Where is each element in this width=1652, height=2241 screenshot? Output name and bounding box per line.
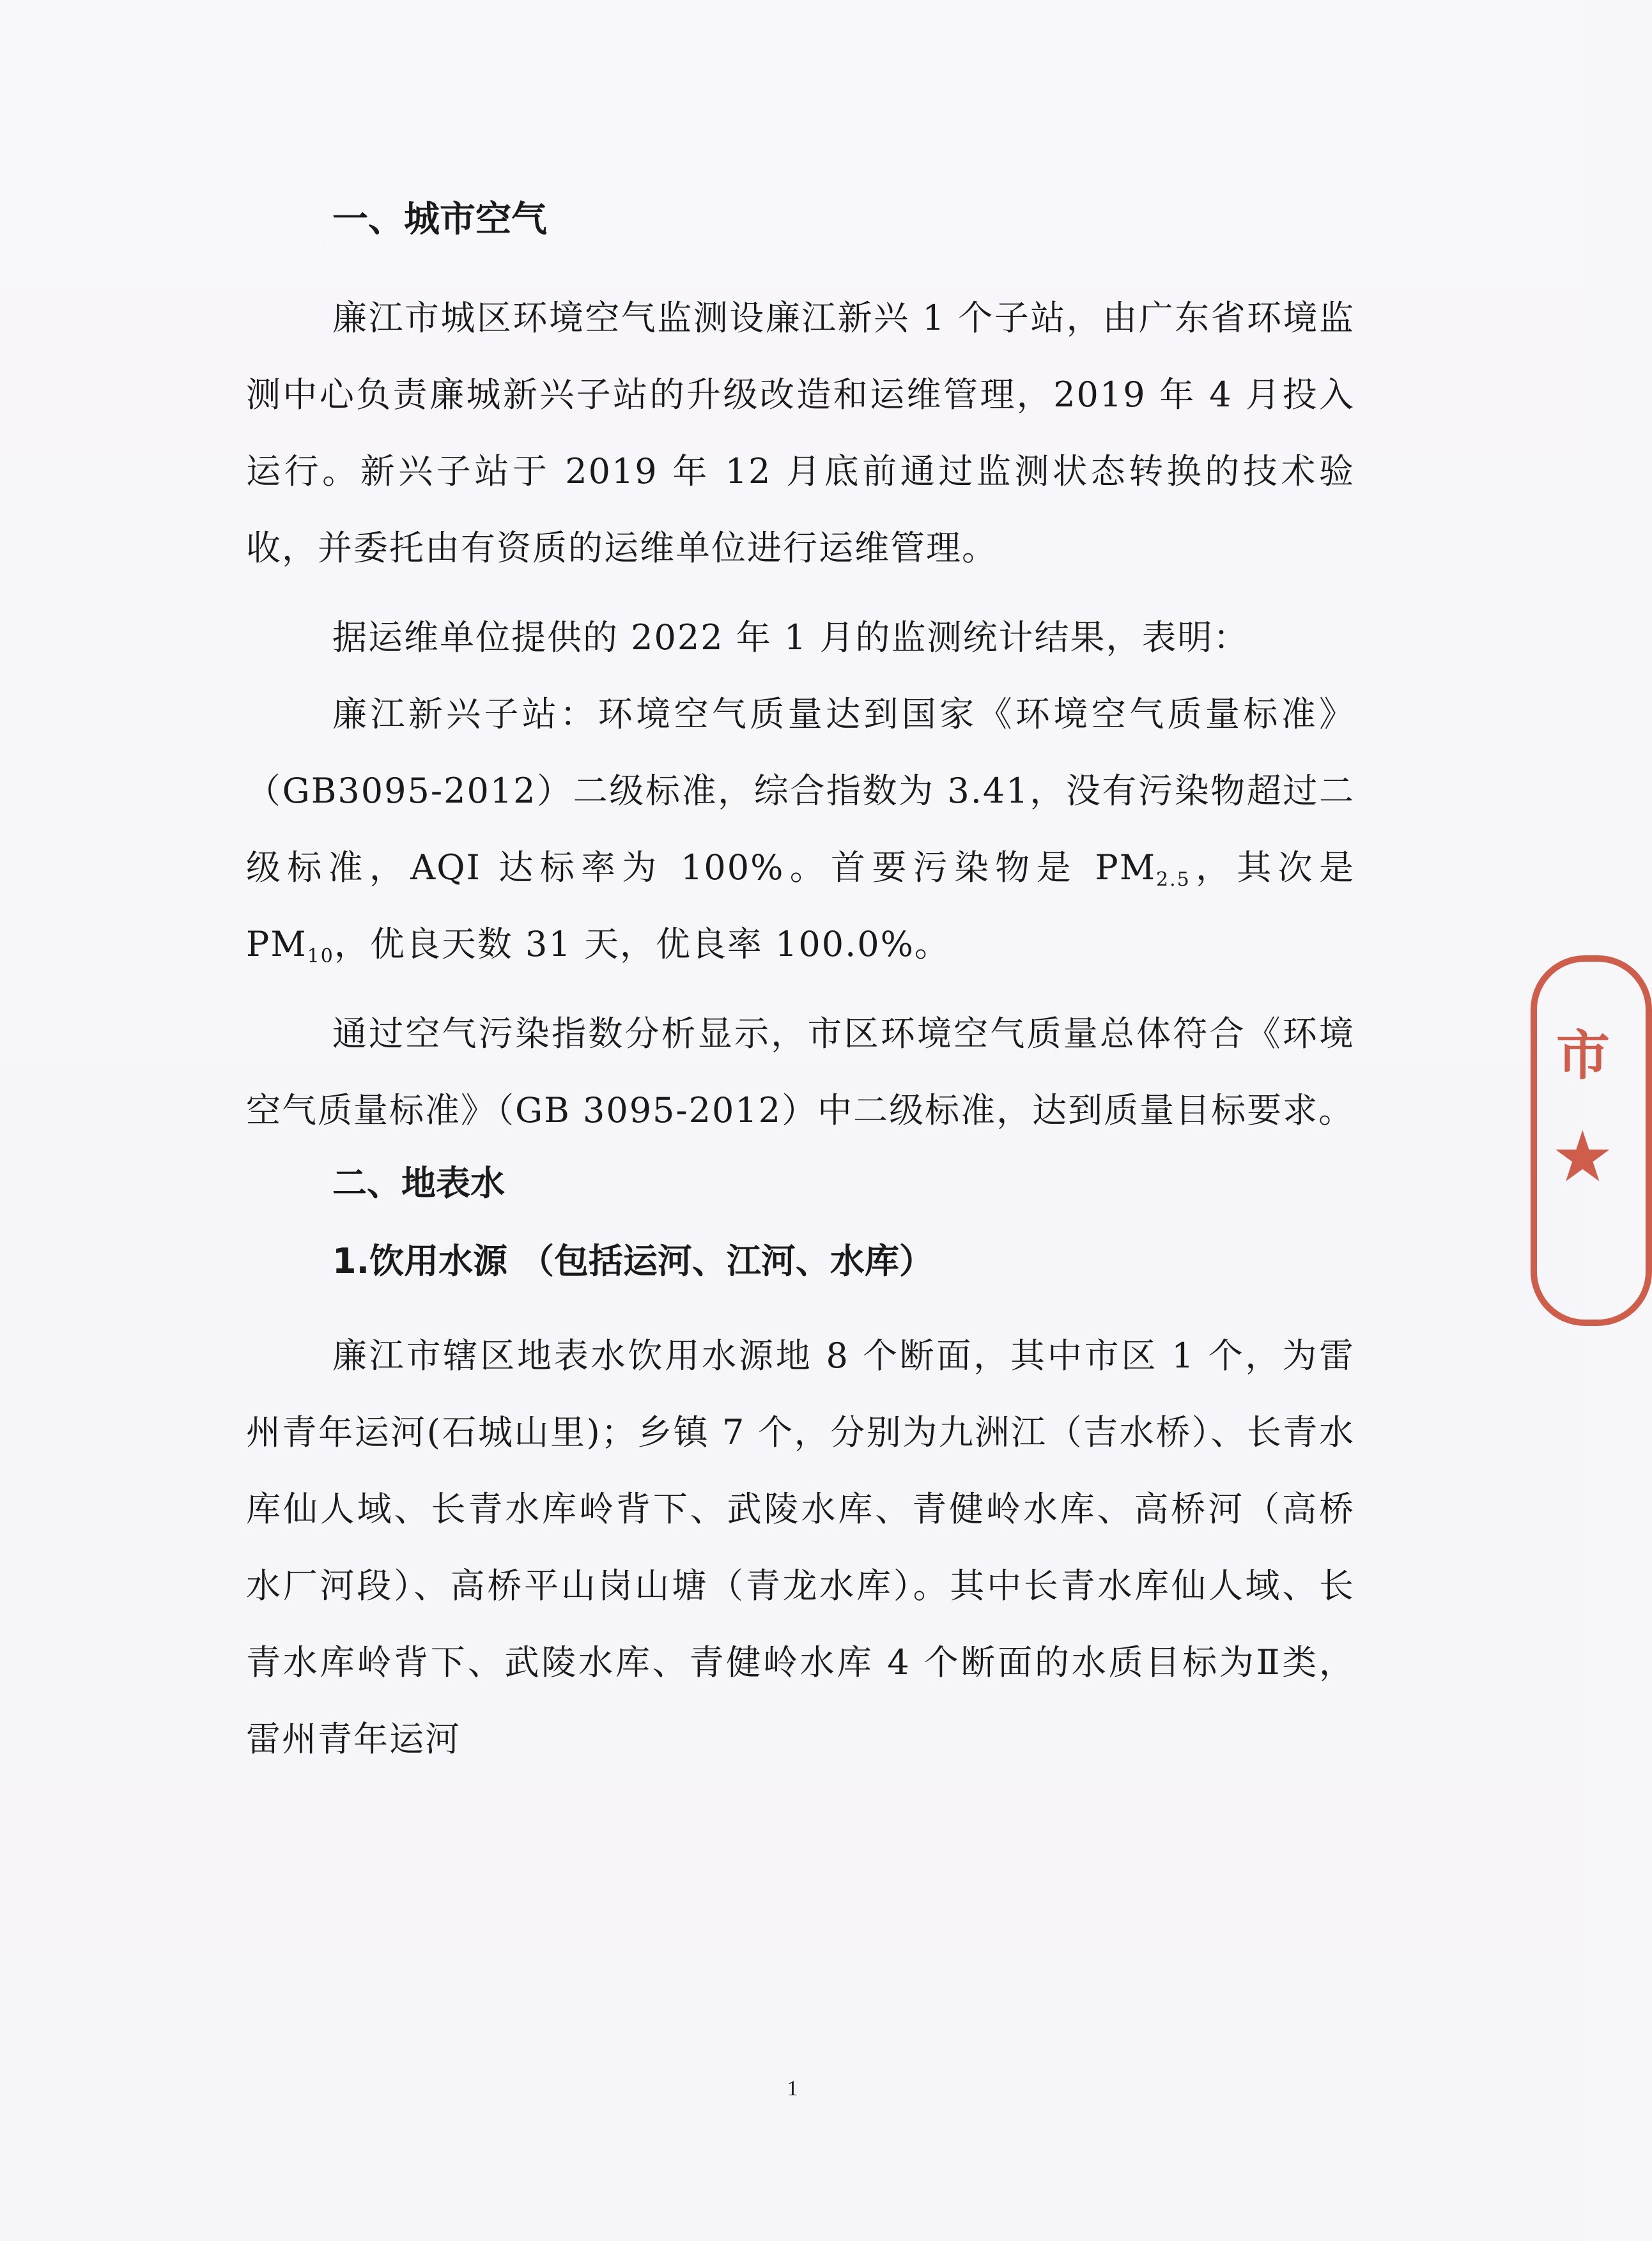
pm25-subscript: 2.5 [1156, 868, 1191, 891]
pm-text-c: ，优良天数 31 天，优良率 100.0%。 [334, 924, 950, 964]
paragraph-drinking-water-sources: 廉江市辖区地表水饮用水源地 8 个断面，其中市区 1 个，为雷州青年运河(石城山里)；乡镇 7 个，分别为九洲江（吉水桥）、长青水库仙人域、长青水库岭背下、武陵水库、青健岭水库、高桥河（高桥水厂河段）、高桥平山岗山塘（青龙水库）。其中长青水库仙人域、长青水库岭背下、武陵水库、青健岭水库 4 个断面的水质目标为Ⅱ类，雷州青年运河 [246, 1336, 1355, 1759]
pm-text-b: ，其次是 PM [246, 847, 1355, 964]
paragraph-air-index-analysis: 通过空气污染指数分析显示，市区环境空气质量总体符合《环境空气质量标准》（GB 3095-2012）中二级标准，达到质量目标要求。 [246, 1013, 1355, 1130]
pm10-subscript: 10 [307, 945, 334, 967]
paragraph-station-intro: 廉江市城区环境空气监测设廉江新兴 1 个子站，由广东省环境监测中心负责廉城新兴子站的升级改造和运维管理，2019 年 4 月投入运行。新兴子站于 2019 年 12 月底前通过监测状态转换的技术验收，并委托由有资质的运维单位进行运维管理。 [246, 298, 1355, 568]
seal-text: 市 [1556, 1024, 1610, 1087]
page-number: 1 [787, 2077, 798, 2100]
section-heading-surface-water: 二、地表水 [332, 1163, 505, 1203]
document-body [246, 198, 1355, 1778]
subheading-drinking-water: 1.饮用水源 （包括运河、江河、水库） [332, 1241, 934, 1281]
pm-text-a: 廉江新兴子站：环境空气质量达到国家《环境空气质量标准》（GB3095-2012）二级标准，综合指数为 3.41，没有污染物超过二级标准，AQI 达标率为 100%。首要污染物是 PM [246, 694, 1355, 888]
official-seal [1531, 955, 1652, 1326]
paragraph-xinxing-station [246, 676, 1355, 983]
paragraph-monitoring-result: 据运维单位提供的 2022 年 1 月的监测统计结果，表明： [332, 617, 1249, 658]
seal-star-icon: ★ [1551, 1116, 1614, 1198]
section-heading-city-air: 一、城市空气 [332, 199, 547, 240]
